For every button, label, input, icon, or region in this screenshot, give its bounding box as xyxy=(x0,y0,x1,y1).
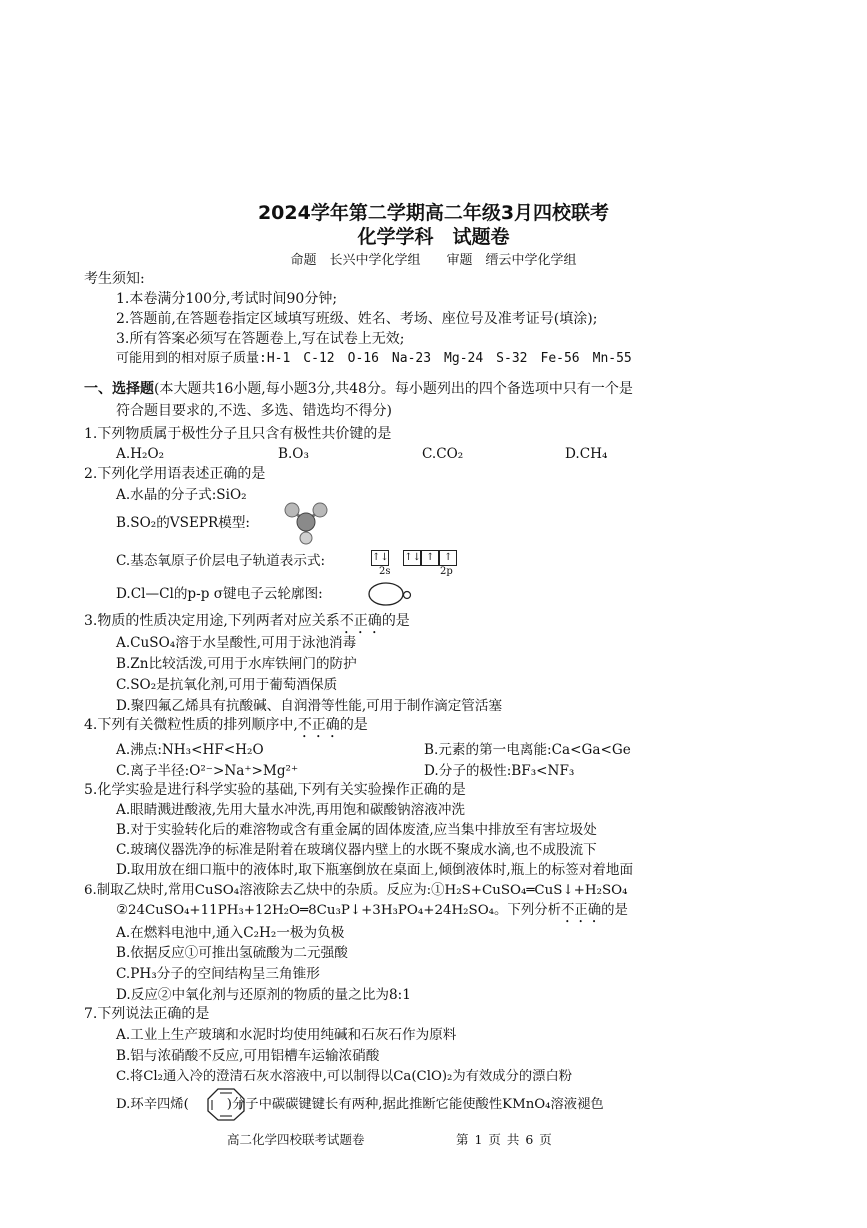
orbital-2p-box-3: ↑ xyxy=(439,550,457,566)
section-desc-2: 符合题目要求的,不选、多选、错选均不得分) xyxy=(116,403,392,419)
q7-option-d: D.环辛四烯( )分子中碳碳键键长有两种,据此推断它能使酸性KMnO₄溶液褪色 xyxy=(116,1097,604,1112)
q3-option-c: C.SO₂是抗氧化剂,可用于葡萄酒保质 xyxy=(116,677,338,693)
q2-option-d: D.Cl—Cl的p-p σ键电子云轮廓图: xyxy=(116,586,323,602)
q4-option-d: D.分子的极性:BF₃<NF₃ xyxy=(424,763,575,779)
q4-stem: 4.下列有关微粒性质的排列顺序中,不正确的是 xyxy=(84,717,368,733)
section-desc-1: (本大题共16小题,每小题3分,共48分。每小题列出的四个备选项中只有一个是 xyxy=(154,381,633,397)
q1-option-a: A.H₂O₂ xyxy=(116,446,165,462)
q1-option-b: B.O₃ xyxy=(278,446,309,462)
vsepr-model-image xyxy=(282,500,330,544)
exam-title: 2024学年第二学期高二年级3月四校联考 xyxy=(257,202,610,224)
notice-item-2: 2.答题前,在答题卷指定区域填写班级、姓名、考场、座位号及准考证号(填涂); xyxy=(116,311,598,327)
q6-option-b: B.依据反应①可推出氢硫酸为二元强酸 xyxy=(116,945,348,961)
q5-option-c: C.玻璃仪器洗净的标准是附着在玻璃仪器内壁上的水既不聚成水滴,也不成股流下 xyxy=(116,842,597,858)
q6-option-d: D.反应②中氧化剂与还原剂的物质的量之比为8:1 xyxy=(116,987,411,1003)
q4-option-b: B.元素的第一电离能:Ca<Ga<Ge xyxy=(424,742,631,758)
q6-option-a: A.在燃料电池中,通入C₂H₂一极为负极 xyxy=(116,925,345,941)
q4-option-c: C.离子半径:O²⁻>Na⁺>Mg²⁺ xyxy=(116,763,299,779)
q7-stem: 7.下列说法正确的是 xyxy=(84,1006,210,1022)
q6-stem-line-2: ②24CuSO₄+11PH₃+12H₂O═8Cu₃P↓+3H₃PO₄+24H₂SO₄。下列分析不正确的是 xyxy=(116,903,628,918)
q4-option-a: A.沸点:NH₃<HF<H₂O xyxy=(116,742,264,758)
q1-option-c: C.CO₂ xyxy=(422,446,464,462)
q2-option-b: B.SO₂的VSEPR模型: xyxy=(116,515,251,531)
q3-option-b: B.Zn比较活泼,可用于水库铁闸门的防护 xyxy=(116,656,357,672)
notice-heading: 考生须知: xyxy=(84,271,145,287)
q7-option-c: C.将Cl₂通入冷的澄清石灰水溶液中,可以制得以Ca(ClO)₂为有效成分的漂白粉 xyxy=(116,1069,573,1084)
q2-stem: 2.下列化学用语表述正确的是 xyxy=(84,466,266,482)
q6-stem-line-1: 6.制取乙炔时,常用CuSO₄溶液除去乙炔中的杂质。反应为:①H₂S+CuSO₄═CuS↓+H₂SO₄ xyxy=(84,883,628,898)
q3-stem: 3.物质的性质决定用途,下列两者对应关系不正确的是 xyxy=(84,613,410,629)
orbital-diagram xyxy=(371,547,457,566)
notice-item-3: 3.所有答案必须写在答题卷上,写在试卷上无效; xyxy=(116,331,405,347)
q1-option-d: D.CH₄ xyxy=(565,446,608,462)
notice-item-1: 1.本卷满分100分,考试时间90分钟; xyxy=(116,291,338,307)
q2-option-c: C.基态氧原子价层电子轨道表示式: xyxy=(116,553,326,569)
atomic-masses: 可能用到的相对原子质量:H-1 C-12 O-16 Na-23 Mg-24 S-32 Fe-56 Mn-55 xyxy=(116,351,632,366)
sigma-bond-orbital-image xyxy=(366,580,416,608)
q7-option-b: B.铝与浓硝酸不反应,可用铝槽车运输浓硝酸 xyxy=(116,1048,380,1064)
q3-option-d: D.聚四氟乙烯具有抗酸碱、自润滑等性能,可用于制作滴定管活塞 xyxy=(116,698,503,714)
q5-option-d: D.取用放在细口瓶中的液体时,取下瓶塞倒放在桌面上,倾倒液体时,瓶上的标签对着地面 xyxy=(116,862,634,878)
q7-option-a: A.工业上生产玻璃和水泥时均使用纯碱和石灰石作为原料 xyxy=(116,1027,457,1043)
orbital-label-2s: 2s xyxy=(379,566,391,577)
q1-stem: 1.下列物质属于极性分子且只含有极性共价键的是 xyxy=(84,426,392,442)
section-header xyxy=(84,380,633,398)
exam-subtitle: 化学学科 试题卷 xyxy=(357,226,510,248)
orbital-2p-box-1: ↑↓ xyxy=(403,550,421,566)
q6-option-c: C.PH₃分子的空间结构呈三角锥形 xyxy=(116,966,320,982)
q5-stem: 5.化学实验是进行科学实验的基础,下列有关实验操作正确的是 xyxy=(84,782,466,798)
authors-line: 命题 长兴中学化学组 审题 缙云中学化学组 xyxy=(290,253,577,268)
orbital-label-2p: 2p xyxy=(440,566,453,577)
orbital-2p-box-2: ↑ xyxy=(421,550,439,566)
q3-option-a: A.CuSO₄溶于水呈酸性,可用于泳池消毒 xyxy=(116,635,357,651)
q5-option-a: A.眼睛溅进酸液,先用大量水冲洗,再用饱和碳酸钠溶液冲洗 xyxy=(116,802,466,818)
footer-title: 高二化学四校联考试题卷 xyxy=(227,1132,365,1147)
q5-option-b: B.对于实验转化后的难溶物或含有重金属的固体废渣,应当集中排放至有害垃圾处 xyxy=(116,822,597,838)
q2-option-a: A.水晶的分子式:SiO₂ xyxy=(116,487,247,503)
orbital-2s-box: ↑↓ xyxy=(371,550,389,566)
footer-page-number: 第 1 页 共 6 页 xyxy=(456,1132,552,1147)
cyclooctatetraene-structure xyxy=(206,1085,246,1123)
section-title: 一、选择题 xyxy=(84,381,154,397)
